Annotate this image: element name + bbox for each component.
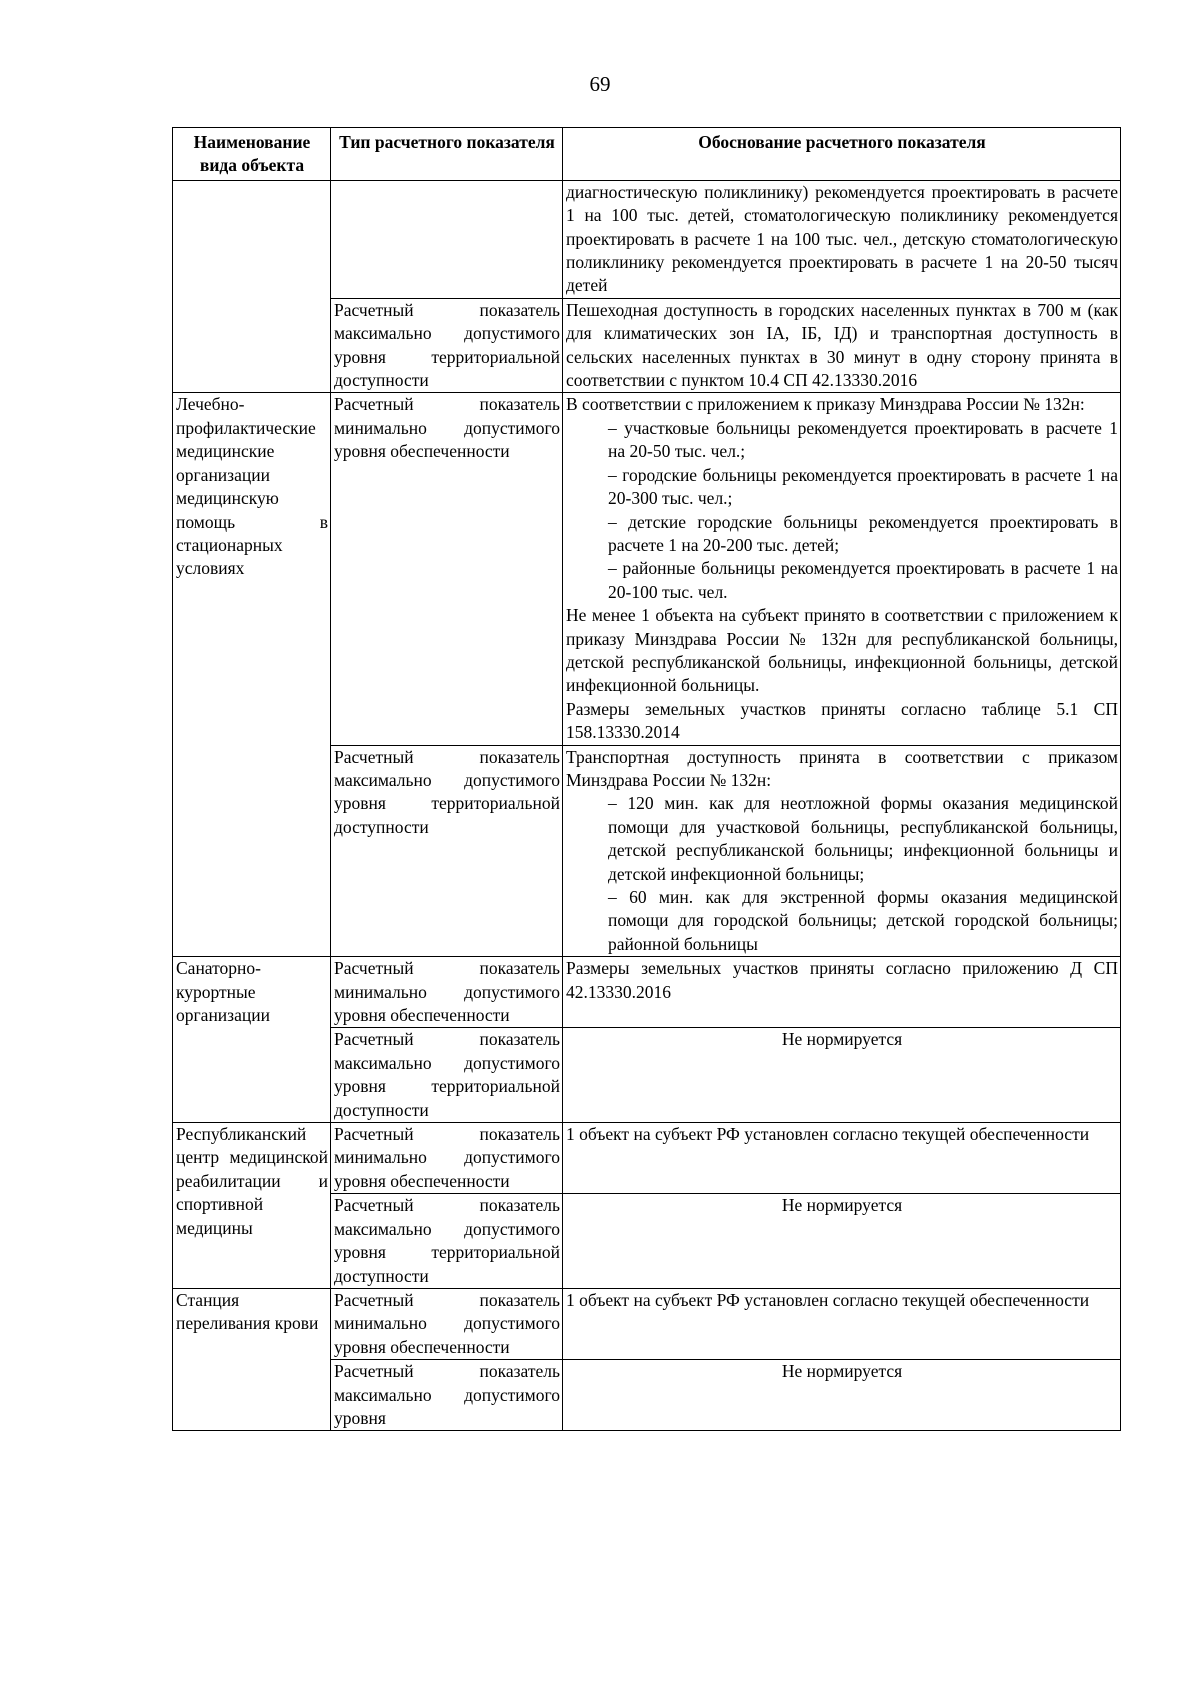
header-object-name: Наименование вида объекта: [173, 128, 331, 181]
justification-paragraph: Не менее 1 объекта на субъект принято в соответствии с приложением к приказу Минздрава России № 132н для республиканской больницы, детской республиканской больницы, инфекционной больницы, детской инфекционной больницы.: [566, 605, 1118, 696]
justification-cell: 1 объект на субъект РФ установлен согласно текущей обеспеченности: [563, 1288, 1121, 1359]
justification-cell: Не нормируется: [563, 1360, 1121, 1431]
list-item: – 60 мин. как для экстренной формы оказания медицинской помощи для городской больницы; детской городской больницы; районной больницы: [608, 886, 1118, 956]
justification-intro: Транспортная доступность принята в соответствии с приказом Минздрава России № 132н:: [566, 746, 1118, 790]
list-item: – детские городские больницы рекомендуется проектировать в расчете 1 на 20-200 тыс. детей;: [608, 511, 1118, 558]
list-item: – участковые больницы рекомендуется проектировать в расчете 1 на 20-50 тыс. чел.;: [608, 417, 1118, 464]
page-number: 69: [589, 72, 611, 96]
justification-cell: Размеры земельных участков приняты согласно приложению Д СП 42.13330.2016: [563, 957, 1121, 1028]
list-item: – 120 мин. как для неотложной формы оказания медицинской помощи для участковой больницы, республиканской больницы, детской республиканской больницы; инфекционной больницы и детской инфекционной больницы;: [608, 792, 1118, 886]
indicator-type-cell: Расчетный показатель максимально допустимого уровня территориальной доступности: [331, 745, 563, 957]
table-row: [173, 180, 1121, 298]
justification-cell: диагностическую поликлинику) рекомендуется проектировать в расчете 1 на 100 тыс. детей, стоматологическую поликлинику рекомендуется проектировать в расчете 1 на 100 тыс. чел., детскую стоматологическую поликлинику рекомендуется проектировать в расчете 1 на 20-50 тысяч детей: [563, 180, 1121, 298]
indicator-type-cell: Расчетный показатель максимально допустимого уровня территориальной доступности: [331, 1028, 563, 1123]
justification-cell: [563, 745, 1121, 957]
norms-table: [172, 127, 1121, 1431]
justification-cell: Не нормируется: [563, 1194, 1121, 1289]
access-time-list: [566, 792, 1118, 956]
justification-cell: Пешеходная доступность в городских населенных пунктах в 700 м (как для климатических зон IА, IБ, IД) и транспортная доступность в сельских населенных пунктах в 30 минут в одну сторону принята в соответствии с пунктом 10.4 СП 42.13330.2016: [563, 298, 1121, 393]
table-row: [173, 1123, 1121, 1194]
indicator-type-cell: Расчетный показатель минимально допустимого уровня обеспеченности: [331, 957, 563, 1028]
table-row: [173, 1288, 1121, 1359]
table-row: [173, 957, 1121, 1028]
table-header-row: [173, 128, 1121, 181]
object-name-cell: Станция переливания крови: [173, 1288, 331, 1430]
justification-cell: [563, 393, 1121, 745]
list-item: – городские больницы рекомендуется проектировать в расчете 1 на 20-300 тыс. чел.;: [608, 464, 1118, 511]
object-name-cell: Санаторно-курортные организации: [173, 957, 331, 1123]
indicator-type-cell: Расчетный показатель максимально допустимого уровня территориальной доступности: [331, 298, 563, 393]
object-name-cell: [173, 180, 331, 393]
indicator-type-cell: Расчетный показатель максимально допустимого уровня территориальной доступности: [331, 1194, 563, 1289]
object-name-cell: Республиканский центр медицинской реабилитации и спортивной медицины: [173, 1123, 331, 1289]
indicator-type-cell: Расчетный показатель максимально допустимого уровня: [331, 1360, 563, 1431]
justification-cell: Не нормируется: [563, 1028, 1121, 1123]
justification-intro: В соответствии с приложением к приказу Минздрава России № 132н:: [566, 394, 1085, 415]
indicator-type-cell: [331, 180, 563, 298]
indicator-type-cell: Расчетный показатель минимально допустимого уровня обеспеченности: [331, 1288, 563, 1359]
header-justification: Обоснование расчетного показателя: [563, 128, 1121, 181]
object-name-cell: Лечебно-профилактические медицинские организации медицинскую помощь в стационарных условиях: [173, 393, 331, 957]
indicator-type-cell: Расчетный показатель минимально допустимого уровня обеспеченности: [331, 1123, 563, 1194]
list-item: – районные больницы рекомендуется проектировать в расчете 1 на 20-100 тыс. чел.: [608, 557, 1118, 604]
header-indicator-type: Тип расчетного показателя: [331, 128, 563, 181]
table-row: [173, 393, 1121, 745]
justification-paragraph: Размеры земельных участков приняты согласно таблице 5.1 СП 158.13330.2014: [566, 698, 1118, 743]
justification-cell: 1 объект на субъект РФ установлен согласно текущей обеспеченности: [563, 1123, 1121, 1194]
hospital-list: [566, 417, 1118, 604]
indicator-type-cell: Расчетный показатель минимально допустимого уровня обеспеченности: [331, 393, 563, 745]
